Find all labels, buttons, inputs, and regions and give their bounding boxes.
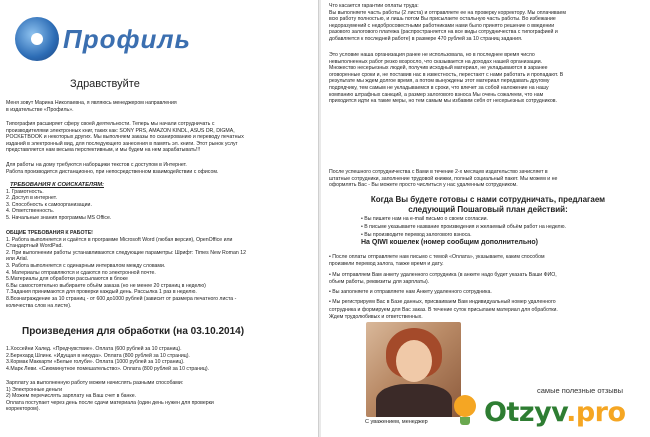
list-item: количества слов на листе). <box>6 302 72 309</box>
requirements-title: ТРЕБОВАНИЯ К СОИСКАТЕЛЯМ: <box>10 182 104 188</box>
list-item: сотрудника и формируем для Вас заказ. В течение суток присылаем материал для обработки. <box>329 306 558 313</box>
guarantee-text: Что касается гарантии оплаты труда: Вы выполняете часть работы (2 листа) и отправляете ее на проверку корректору. Мы оплачиваем всю работу полностью, и лишь потом Вы присылаете остальную часть работы. Во избежание недоразумений с недобросовестными работниками нами было принято решение о введении разового залогового платежа (распространяется на все виды сотрудничества с типографией и добавляется к последней работе) в размере 470 рублей за 10 страниц задания. <box>329 3 566 42</box>
orders-list <box>6 346 312 372</box>
list-item: 3. Работа выполняется с одинарным интервалом между словами. <box>6 262 166 269</box>
list-item: 4.Марк Леви. «Сиюминутное помешательство». Оплата (800 рублей за 10 страниц). <box>6 365 210 372</box>
manager-photo <box>366 322 461 417</box>
right-document-page <box>321 0 650 437</box>
logo-name: Профиль <box>63 23 191 54</box>
about-text: Типография расширяет сферу своей деятельности. Теперь мы начали сотрудничать с производителями электронных книг, таких как: SONY PRS, AMAZON KINDL, ASUS DR, DIGMA, POCKETBOOK и некоторых других. Мы выполняем заказы по сканированию и переводу печатных изданий в электронный вид, для последующего занесения в память эл. книги. Этот рынок услуг представляется нам весьма перспективным, и мы будем на нем зарабатывать!!! <box>6 121 244 154</box>
employment-text: После успешного сотрудничества с Вами в течение 2-х месяцев издательство зачисляет в штатные сотрудники, заполнение трудовой книжки, полный социальный пакет. Мы можем и не оформлять Вас - Вы можете просто числиться у нас удаленным сотрудником. <box>329 169 558 189</box>
list-item: объем работы, реквизиты для зарплаты). <box>329 278 430 285</box>
list-item: 3.Кормак Маккарти «Белые голуби». Оплата (1000 рублей за 10 страниц). <box>6 359 185 366</box>
list-item: 8.Вознаграждение за 10 страниц - от 600 до1000 рублей (зависит от размера печатного листа - <box>6 295 237 302</box>
qiwi-wallet-line: На QIWI кошелек (номер сообщим дополнительно) <box>361 239 538 246</box>
list-item: 5.Материалы для обработки рассылаются в блоке <box>6 276 128 283</box>
list-item: • Вы пишете нам на e-mail письмо о своем согласии. <box>361 216 488 222</box>
list-item: • Вы заполняете и отправляете нам Анкету удаленного сотрудника. <box>329 289 492 296</box>
film-reel-icon <box>15 17 59 61</box>
watermark-logo-text: Otzyv.pro <box>484 396 626 428</box>
list-item: 2. При выполнении работы устанавливаются следующие параметры: Шрифт: Times New Roman 12 <box>6 249 246 256</box>
list-item: 3. Способность к самоорганизации. <box>6 201 92 208</box>
list-item: произвели перевод залога, также время и дату. <box>329 261 444 268</box>
list-item: 1.Хоссейни Халед. «Предчувствие». Оплата (600 рублей за 10 страниц). <box>6 346 182 352</box>
profil-logo <box>15 12 191 66</box>
general-title: ОБЩИЕ ТРЕБОВАНИЯ К РАБОТЕ! <box>6 230 93 236</box>
left-document-page <box>0 0 319 437</box>
list-item: • Мы регистрируем Вас в Базе данных, присваиваем Вам индивидуальный номер удаленного <box>329 299 556 306</box>
list-item: 6.Вы самостоятельно выбираете объём заказа (но не менее 20 страниц в неделю) <box>6 282 206 289</box>
lightbulb-icon <box>452 395 478 429</box>
greeting-title: Здравствуйте <box>70 78 140 90</box>
after-payment-steps <box>329 254 643 321</box>
requirements-section <box>6 182 312 222</box>
list-item: 2. Доступ в интернет. <box>6 195 57 202</box>
reason-text: Это условие наша организация ранее не использовала, но в последнее время число невыполненных работ резко возросло, что сказывается на доходах нашей организации. Множество несерьезных людей, получив исходный материал, не укладываются в заранее оговоренные сроки и, не поставив нас в известность, перестают с нами работать и пропадают. В результате мы ждем долгое время, а потом вынуждены этот материал передавать другому подрядчику, тем самым не укладываемся в сроки, что влечет за собой наложение на нашу компанию штрафных санкций, а размер залогового взноса Мы очень сожалеем, что нам приходится идти на такие меры, но тем самым мы избавим себя от несерьезных сотрудников. <box>329 52 564 105</box>
list-item: • Мы отправляем Вам анкету удаленного сотрудника (в анкете надо будет указать Ваши ФИО, <box>329 271 557 278</box>
list-item: 7.Задания принимаются для проверки каждый день. Рассылка 1 раз в неделю. <box>6 289 197 296</box>
regards-text: С уважением, менеджер <box>365 419 428 425</box>
list-item: 5. Начальные знания программы MS Office. <box>6 214 112 221</box>
list-item: • Вы производите перевод залогового взноса. <box>361 232 472 238</box>
steps-list <box>361 215 641 239</box>
list-item: Стандартный WordPad. <box>6 243 63 250</box>
orders-title: Произведения для обработки (на 03.10.2014) <box>22 326 245 337</box>
payment-text: Зарплату за выполненную работу можем начислять разными способами: 1) Электронные деньги 2) Можем перечислять зарплату на Ваш счет в банке. Оплата поступает через день после сдачи материала (один день нужен для проверки корректором). <box>6 380 214 413</box>
list-item: 1. Работа выполняется и сдаётся в программе Microsoft Word (любая версия), OpenOffice или <box>6 236 233 243</box>
otzyv-watermark-logo <box>452 390 642 434</box>
intro-text: Меня зовут Марина Николаевна, я являюсь менеджером направления в издательстве «Профиль». <box>6 100 177 113</box>
list-item: 2.Бернхард Шлинк. «Идущая в никуда». Оплата (800 рублей за 10 страниц). <box>6 352 190 359</box>
remote-text: Для работы на дому требуются наборщики текстов с доступом в Интернет. Работа производится дистанционно, при непосредственном взаимодействии с офисом. <box>6 162 219 175</box>
list-item: 1. Грамотность. <box>6 188 44 195</box>
list-item: • После оплаты отправляете нам письмо с темой «Оплата», указываете, каким способом <box>329 254 545 260</box>
list-item: Ждем трудолюбивых и ответственных. <box>329 314 423 321</box>
list-item: • В письме указываете название произведения и желаемый объём работ на неделю. <box>361 224 566 230</box>
action-plan-heading: Когда Вы будете готовы с нами сотрудничать, предлагаем следующий Пошаговый план действий: <box>370 195 606 214</box>
list-item: 4. Материалы отправляются и сдаются по электронной почте. <box>6 269 156 276</box>
list-item: или Arial. <box>6 256 29 263</box>
general-requirements-section <box>6 230 312 309</box>
list-item: 4. Ответственность. <box>6 208 55 215</box>
watermark-tagline: самые полезные отзывы <box>537 386 624 395</box>
